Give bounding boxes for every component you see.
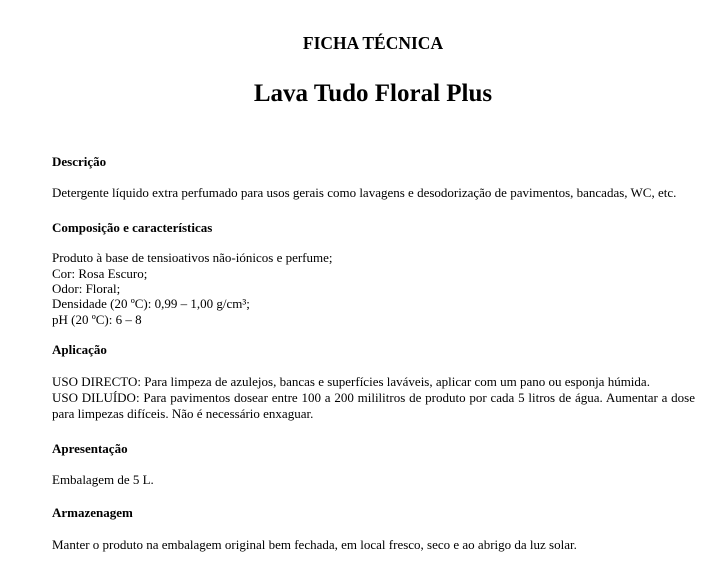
armazenagem-text: Manter o produto na embalagem original bem fechada, em local fresco, seco e ao abrigo da luz solar. — [52, 537, 577, 552]
aplicacao-uso-diluido: USO DILUÍDO: Para pavimentos dosear entre 100 a 200 mililitros de produto por cada 5 litros de água. Aumentar a dose para limpezas difíceis. Não é necessário enxaguar. — [52, 390, 695, 421]
sheet-label: FICHA TÉCNICA — [302, 33, 444, 53]
composicao-line: Cor: Rosa Escuro; — [52, 266, 148, 281]
descricao-text: Detergente líquido extra perfumado para usos gerais como lavagens e desodorização de pavimentos, bancadas, WC, etc. — [52, 185, 677, 200]
composicao-line: Densidade (20 ºC): 0,99 – 1,00 g/cm³; — [52, 296, 250, 311]
section-heading-descricao: Descrição — [52, 154, 107, 169]
composicao-line: Produto à base de tensioativos não-iónicos e perfume; — [52, 250, 333, 265]
section-heading-composicao: Composição e características — [52, 220, 213, 235]
section-heading-apresentacao: Apresentação — [52, 441, 128, 456]
apresentacao-text: Embalagem de 5 L. — [52, 472, 154, 487]
section-heading-aplicacao: Aplicação — [52, 342, 107, 357]
composicao-line: pH (20 ºC): 6 – 8 — [52, 312, 142, 327]
section-heading-armazenagem: Armazenagem — [52, 505, 133, 520]
product-title: Lava Tudo Floral Plus — [253, 80, 493, 107]
aplicacao-uso-directo: USO DIRECTO: Para limpeza de azulejos, bancas e superfícies laváveis, aplicar com um pano ou esponja húmida. — [52, 374, 650, 389]
composicao-line: Odor: Floral; — [52, 281, 121, 296]
